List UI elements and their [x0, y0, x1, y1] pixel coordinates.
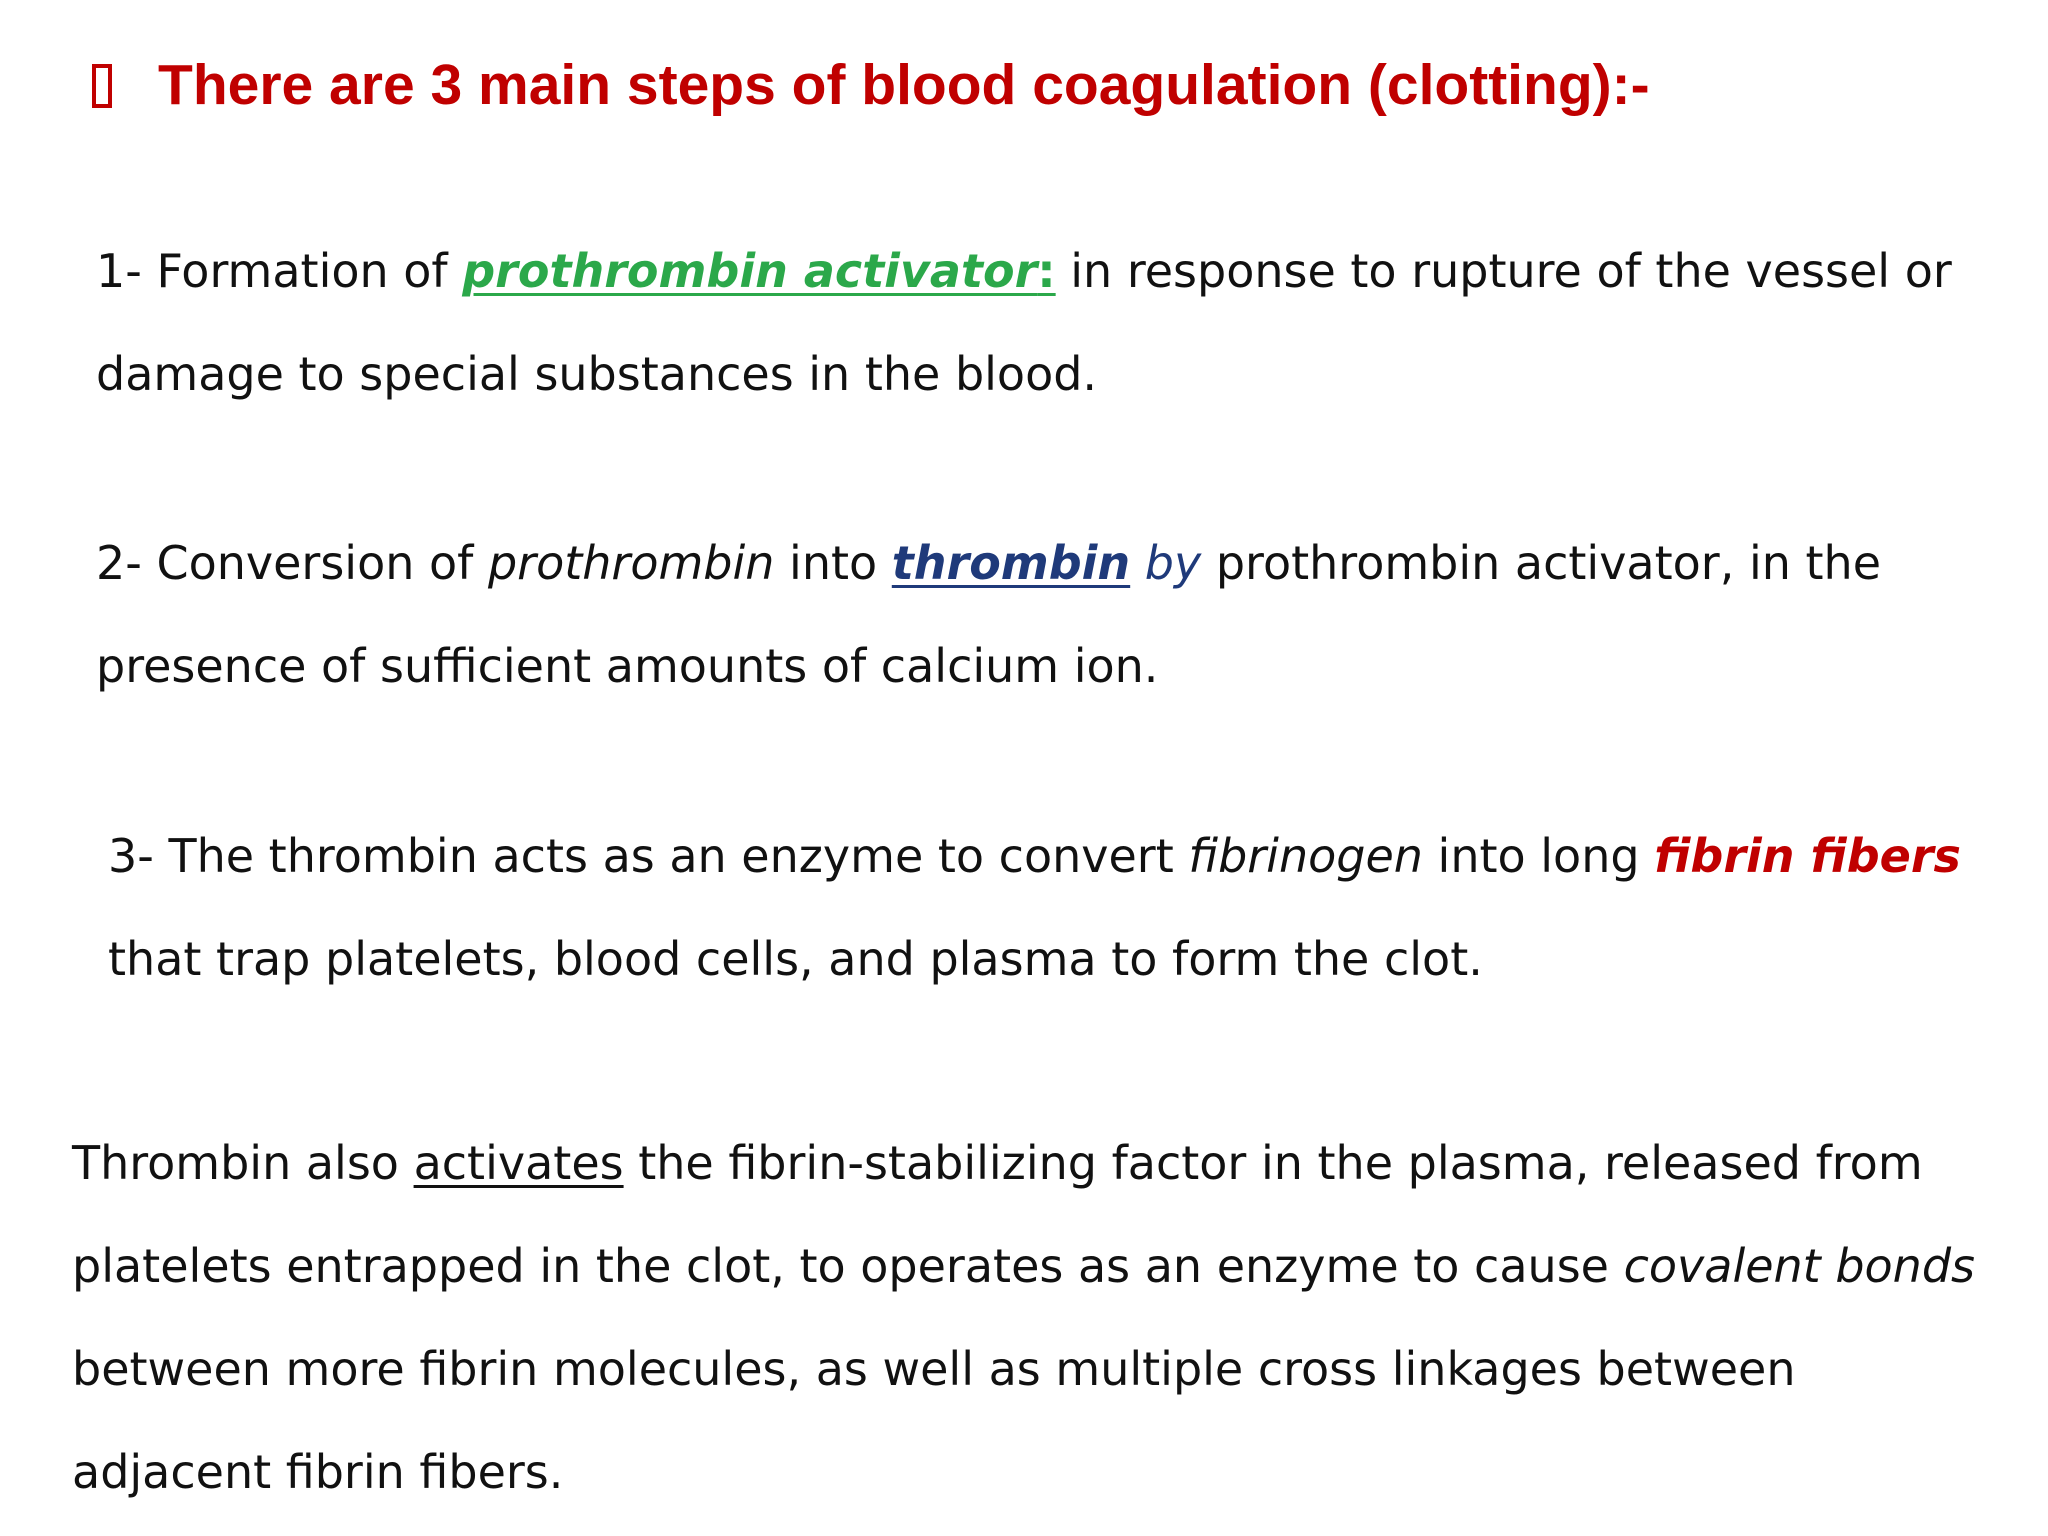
step-3-italic-word: fibrinogen: [1188, 829, 1423, 883]
step-3-line-2: that trap platelets, blood cells, and plasma to form the clot.: [108, 932, 1483, 986]
square-bullet-icon: [92, 64, 112, 108]
step-3-prefix: 3- The thrombin acts as an enzyme to convert: [108, 829, 1189, 883]
step-3-paragraph: [108, 805, 1961, 1011]
step-2-by: by: [1130, 536, 1202, 590]
step-2-suffix: prothrombin activator, in the: [1201, 536, 1881, 590]
step-3-middle: into long: [1422, 829, 1655, 883]
step-2-term: thrombin: [891, 536, 1131, 590]
step-1-line-2: damage to special substances in the blood.: [96, 347, 1098, 401]
step-2-prefix: 2- Conversion of: [96, 536, 488, 590]
step-2-into: into: [774, 536, 892, 590]
closing-line-3: between more fibrin molecules, as well as multiple cross linkages between: [72, 1342, 1796, 1396]
step-2-line-2: presence of sufficient amounts of calcium ion.: [96, 639, 1159, 693]
heading-text: There are 3 main steps of blood coagulation (clotting):-: [158, 53, 1650, 117]
step-3-term: fibrin fibers: [1654, 829, 1961, 883]
step-1-term: [462, 244, 1055, 298]
closing-line-1-suffix: the fibrin-stabilizing factor in the plasma, released from: [623, 1136, 1923, 1190]
closing-italic-phrase: covalent bonds: [1623, 1239, 1975, 1293]
step-1-term-colon: :: [1037, 244, 1056, 298]
step-2-paragraph: [96, 512, 1881, 718]
closing-underlined-word: activates: [413, 1136, 624, 1190]
step-1-suffix: in response to rupture of the vessel or: [1055, 244, 1952, 298]
closing-paragraph: [72, 1112, 1975, 1524]
closing-line-4: adjacent fibrin fibers.: [72, 1445, 564, 1499]
step-2-italic-word: prothrombin: [487, 536, 775, 590]
closing-prefix: Thrombin also: [72, 1136, 414, 1190]
closing-line-2-prefix: platelets entrapped in the clot, to operates as an enzyme to cause: [72, 1239, 1624, 1293]
step-1-prefix: 1- Formation of: [96, 244, 463, 298]
step-1-paragraph: [96, 220, 1952, 426]
step-1-term-text: prothrombin activator: [462, 244, 1038, 298]
page-heading: [92, 44, 1650, 126]
